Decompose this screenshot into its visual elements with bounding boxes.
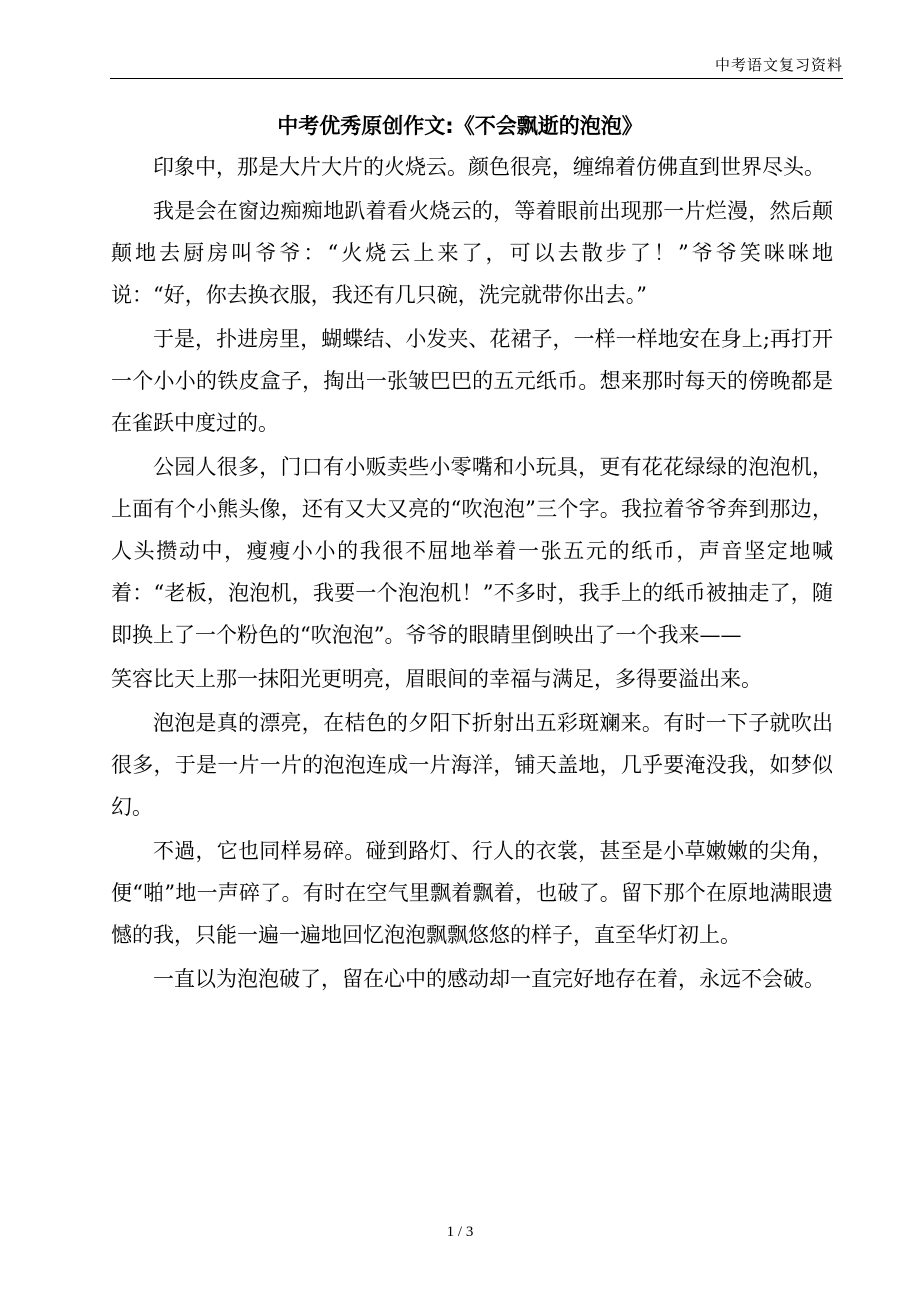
paragraph: 一直以为泡泡破了，留在心中的感动却一直完好地存在着，永远不会破。 — [153, 967, 825, 991]
document-body — [111, 146, 833, 1002]
paragraph: 印象中，那是大片大片的火烧云。颜色很亮，缠绵着仿佛直到世界尽头。 — [153, 155, 825, 179]
header-label: 中考语文复习资料 — [714, 56, 843, 74]
paragraph: 泡泡是真的漂亮，在桔色的夕阳下折射出五彩斑斓来。有时一下子就吹出很多，于是一片一片的泡泡连成一片海洋，铺天盖地，几乎要淹没我，如梦似幻。 — [111, 711, 833, 819]
document-title: 中考优秀原创作文:《不会飘逝的泡泡》 — [277, 114, 643, 138]
paragraph: 公园人很多，门口有小贩卖些小零嘴和小玩具，更有花花绿绿的泡泡机，上面有个小熊头像，还有又大又亮的“吹泡泡”三个字。我拉着爷爷奔到那边，人头攒动中，瘦瘦小小的我很不屈地举着一张五元的纸币，声音坚定地喊着：“老板，泡泡机，我要一个泡泡机！”不多时，我手上的纸币被抽走了，随即换上了一个粉色的“吹泡泡”。爷爷的眼睛里倒映出了一个我来—— — [111, 455, 833, 647]
paragraph: 不過，它也同样易碎。碰到路灯、行人的衣裳，甚至是小草嫩嫩的尖角，便“啪”地一声碎了。有时在空气里飘着飘着，也破了。留下那个在原地满眼遗憾的我，只能一遍一遍地回忆泡泡飘飘悠悠的样子，直至华灯初上。 — [111, 839, 833, 947]
paragraph: 笑容比天上那一抹阳光更明亮，眉眼间的幸福与满足，多得要溢出来。 — [111, 667, 762, 691]
page-header — [110, 52, 843, 79]
page-number: 1 / 3 — [446, 1224, 474, 1240]
paragraph: 我是会在窗边痴痴地趴着看火烧云的，等着眼前出现那一片烂漫，然后颠颠地去厨房叫爷爷：“火烧云上来了，可以去散步了！”爷爷笑咪咪地说：“好，你去换衣服，我还有几只碗，洗完就带你出去。” — [111, 199, 833, 307]
paragraph: 于是，扑进房里，蝴蝶结、小发夹、花裙子，一样一样地安在身上;再打开一个小小的铁皮盒子，掏出一张皱巴巴的五元纸币。想来那时每天的傍晚都是在雀跃中度过的。 — [111, 327, 833, 435]
